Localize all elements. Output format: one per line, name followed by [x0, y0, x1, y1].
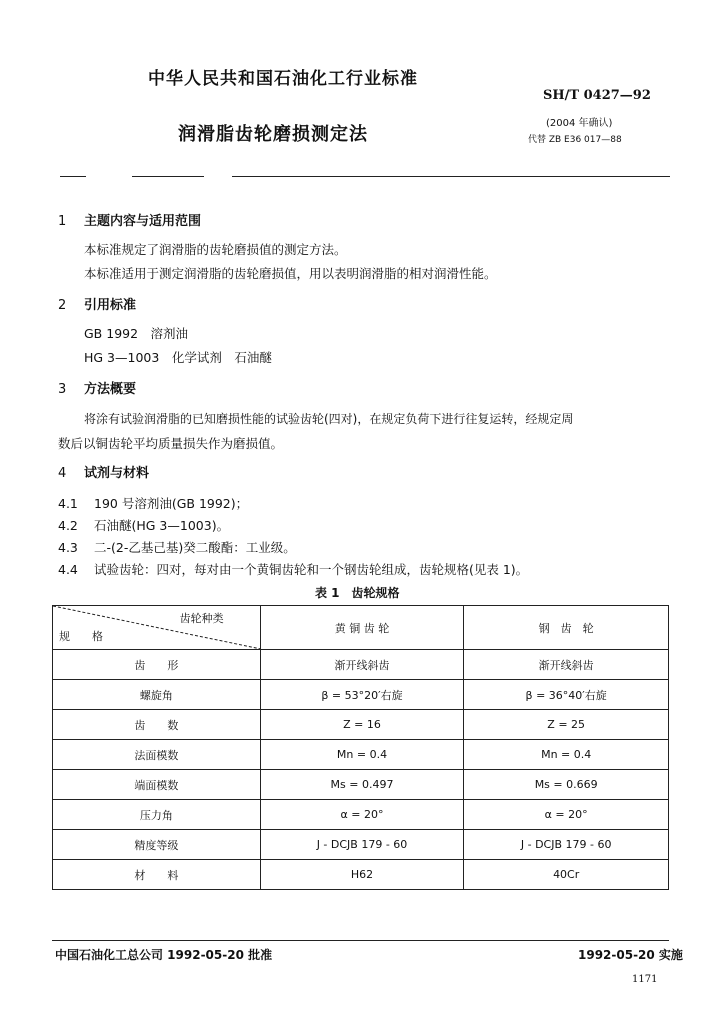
table-caption: 表 1 齿轮规格	[315, 586, 400, 600]
brass-value: β = 53°20′右旋	[260, 680, 464, 710]
row-label: 材 料	[53, 860, 261, 890]
table-row	[53, 710, 669, 740]
section-1-line-2: 本标准适用于测定润滑脂的齿轮磨损值，用以表明润滑脂的相对润滑性能。	[84, 266, 497, 281]
row-label: 齿 形	[53, 650, 261, 680]
brass-value: H62	[260, 860, 464, 890]
table-row	[53, 680, 669, 710]
steel-value: J - DCJB 179 - 60	[464, 830, 669, 860]
gear-spec-table	[52, 605, 669, 890]
replaces-note: 代替 ZB E36 017—88	[528, 135, 622, 145]
table-header-row	[53, 606, 669, 650]
steel-value: Mn = 0.4	[464, 740, 669, 770]
page-number: 1171	[632, 974, 658, 985]
row-label: 端面模数	[53, 770, 261, 800]
section-2-line-2: HG 3—1003 化学试剂 石油醚	[84, 350, 272, 365]
section-1-line-1: 本标准规定了润滑脂的齿轮磨损值的测定方法。	[84, 242, 347, 257]
brass-value: Ms = 0.497	[260, 770, 464, 800]
table-row	[53, 800, 669, 830]
steel-value: 40Cr	[464, 860, 669, 890]
section-3-line-2: 数后以铜齿轮平均质量损失作为磨损值。	[58, 436, 284, 451]
table-row	[53, 770, 669, 800]
steel-value: 渐开线斜齿	[464, 650, 669, 680]
section-2-line-1: GB 1992 溶剂油	[84, 326, 189, 341]
row-label: 齿 数	[53, 710, 261, 740]
brass-value: 渐开线斜齿	[260, 650, 464, 680]
brass-value: α = 20°	[260, 800, 464, 830]
steel-value: β = 36°40′右旋	[464, 680, 669, 710]
doc-title: 润滑脂齿轮磨损测定法	[178, 124, 368, 145]
corner-bottom-label: 规 格	[59, 630, 103, 643]
table-row	[53, 860, 669, 890]
brass-value: Mn = 0.4	[260, 740, 464, 770]
steel-value: Ms = 0.669	[464, 770, 669, 800]
section-2-heading: 2 引用标准	[58, 298, 137, 313]
col-header-brass: 黄 铜 齿 轮	[260, 606, 464, 650]
table-row	[53, 650, 669, 680]
table-row	[53, 830, 669, 860]
implement-date: 1992-05-20 实施	[578, 948, 683, 962]
section-1-heading: 1 主题内容与适用范围	[58, 214, 202, 229]
header-rule-long	[232, 176, 670, 177]
confirm-note: (2004 年确认)	[546, 118, 613, 129]
table-row	[53, 740, 669, 770]
row-label: 螺旋角	[53, 680, 261, 710]
footer-rule	[52, 940, 669, 941]
row-label: 法面模数	[53, 740, 261, 770]
brass-value: Z = 16	[260, 710, 464, 740]
section-3-heading: 3 方法概要	[58, 382, 137, 397]
approval-note: 中国石油化工总公司 1992-05-20 批准	[55, 948, 273, 962]
item-4-1: 4.1 190 号溶剂油(GB 1992)；	[58, 496, 249, 511]
row-label: 精度等级	[53, 830, 261, 860]
org-title: 中华人民共和国石油化工行业标准	[148, 69, 418, 89]
table-corner-cell	[53, 606, 261, 650]
brass-value: J - DCJB 179 - 60	[260, 830, 464, 860]
item-4-3: 4.3 二-(2-乙基己基)癸二酸酯：工业级。	[58, 540, 296, 555]
header-rule-short-1	[60, 176, 86, 177]
header-rule-short-2	[132, 176, 204, 177]
corner-top-label: 齿轮种类	[179, 612, 224, 625]
row-label: 压力角	[53, 800, 261, 830]
section-3-line-1: 将涂有试验润滑脂的已知磨损性能的试验齿轮(四对)，在规定负荷下进行往复运转，经规定周	[84, 412, 574, 426]
section-4-heading: 4 试剂与材料	[58, 466, 150, 481]
steel-value: Z = 25	[464, 710, 669, 740]
standard-code: SH/T 0427—92	[543, 88, 651, 103]
item-4-4: 4.4 试验齿轮：四对，每对由一个黄铜齿轮和一个钢齿轮组成，齿轮规格(见表 1)。	[58, 562, 529, 577]
item-4-2: 4.2 石油醚(HG 3—1003)。	[58, 518, 230, 533]
steel-value: α = 20°	[464, 800, 669, 830]
col-header-steel: 钢 齿 轮	[464, 606, 669, 650]
